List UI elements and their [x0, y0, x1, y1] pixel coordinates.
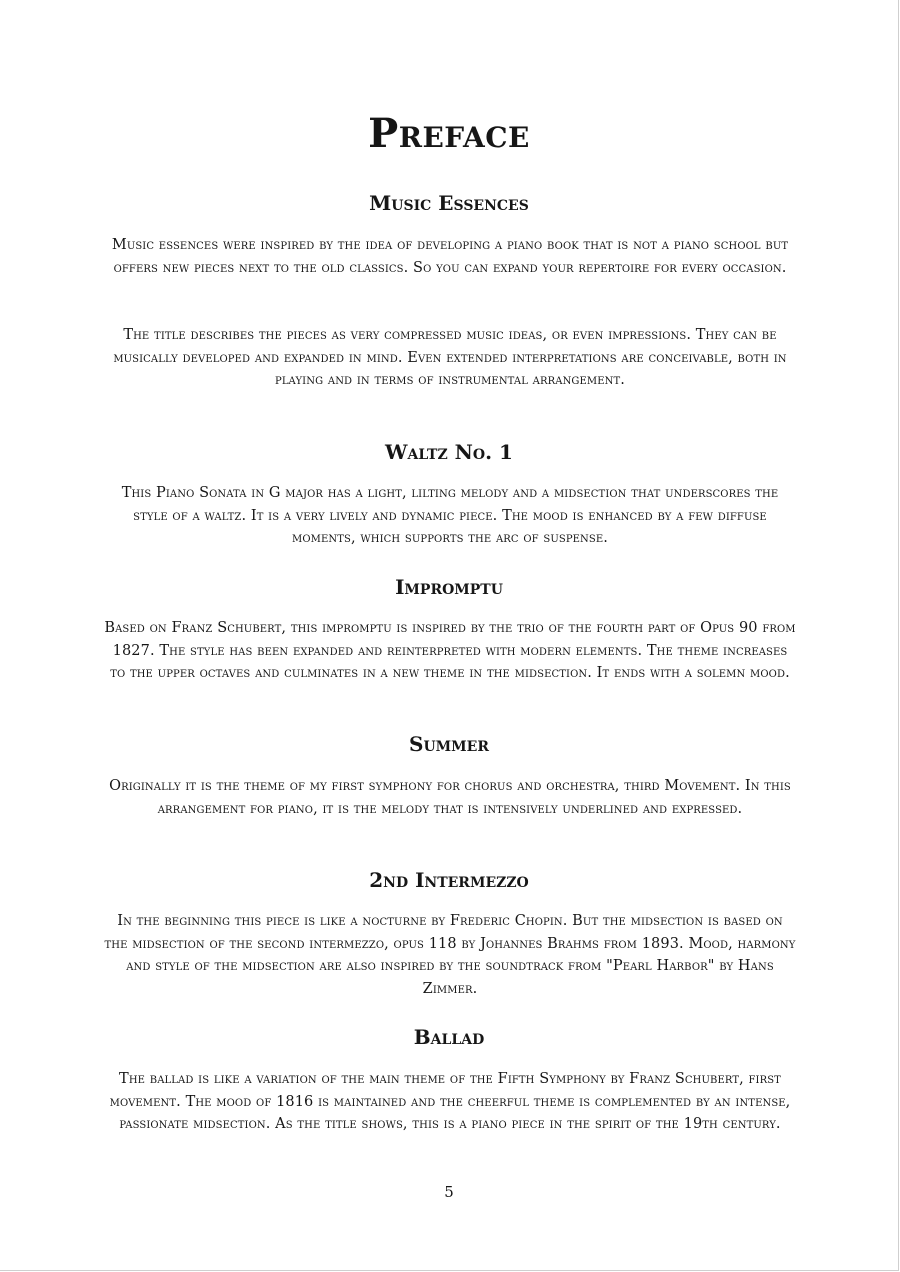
paragraph-music-essences-1: Music essences were inspired by the idea of developing a piano book that is not a piano school but offers new pieces next to the old classics. So you can expand your repertoire for every occasion. — [111, 237, 789, 276]
section-heading-waltz-no-1: Waltz No. 1 — [385, 440, 513, 464]
page-title: Preface — [368, 110, 530, 157]
paragraph-music-essences-2: The title describes the pieces as very compressed music ideas, or even impressions. They can be musically developed and expanded in mind. Even extended interpretations are conceivable, both in playing and in terms of instrumental arrangement. — [113, 327, 787, 388]
section-heading-impromptu: Impromptu — [395, 575, 503, 599]
paragraph-ballad: The ballad is like a variation of the main theme of the Fifth Symphony by Franz Schubert, first movement. The mood of 1816 is maintained and the cheerful theme is complemented by an intense, passionate midsection. As the title shows, this is a piano piece in the spirit of the 19th century. — [109, 1071, 791, 1132]
paragraph-impromptu: Based on Franz Schubert, this impromptu is inspired by the trio of the fourth part of Opus 90 from 1827. The style has been expanded and reinterpreted with modern elements. The theme increases to the upper octaves and culminates in a new theme in the midsection. It ends with a solemn mood. — [104, 620, 796, 681]
section-heading-ballad: Ballad — [413, 1025, 485, 1049]
paragraph-summer: Originally it is the theme of my first symphony for chorus and orchestra, third Movement. In this arrangement for piano, it is the melody that is intensively underlined and expressed. — [109, 778, 791, 817]
section-heading-music-essences: Music Essences — [369, 191, 529, 215]
section-heading-2nd-intermezzo: 2nd Intermezzo — [369, 868, 529, 892]
paragraph-2nd-intermezzo: In the beginning this piece is like a nocturne by Frederic Chopin. But the midsection is based on the midsection of the second intermezzo, opus 118 by Johannes Brahms from 1893. Mood, harmony and style of the midsection are also inspired by the soundtrack from "Pearl Harbor" by Hans Zimmer. — [104, 913, 796, 997]
section-heading-summer: Summer — [409, 732, 489, 756]
paragraph-waltz-no-1: This Piano Sonata in G major has a light, lilting melody and a midsection that underscores the style of a waltz. It is a very lively and dynamic piece. The mood is enhanced by a few diffuse moments, which supports the arc of suspense. — [121, 485, 779, 546]
page-number: 5 — [444, 1183, 454, 1201]
